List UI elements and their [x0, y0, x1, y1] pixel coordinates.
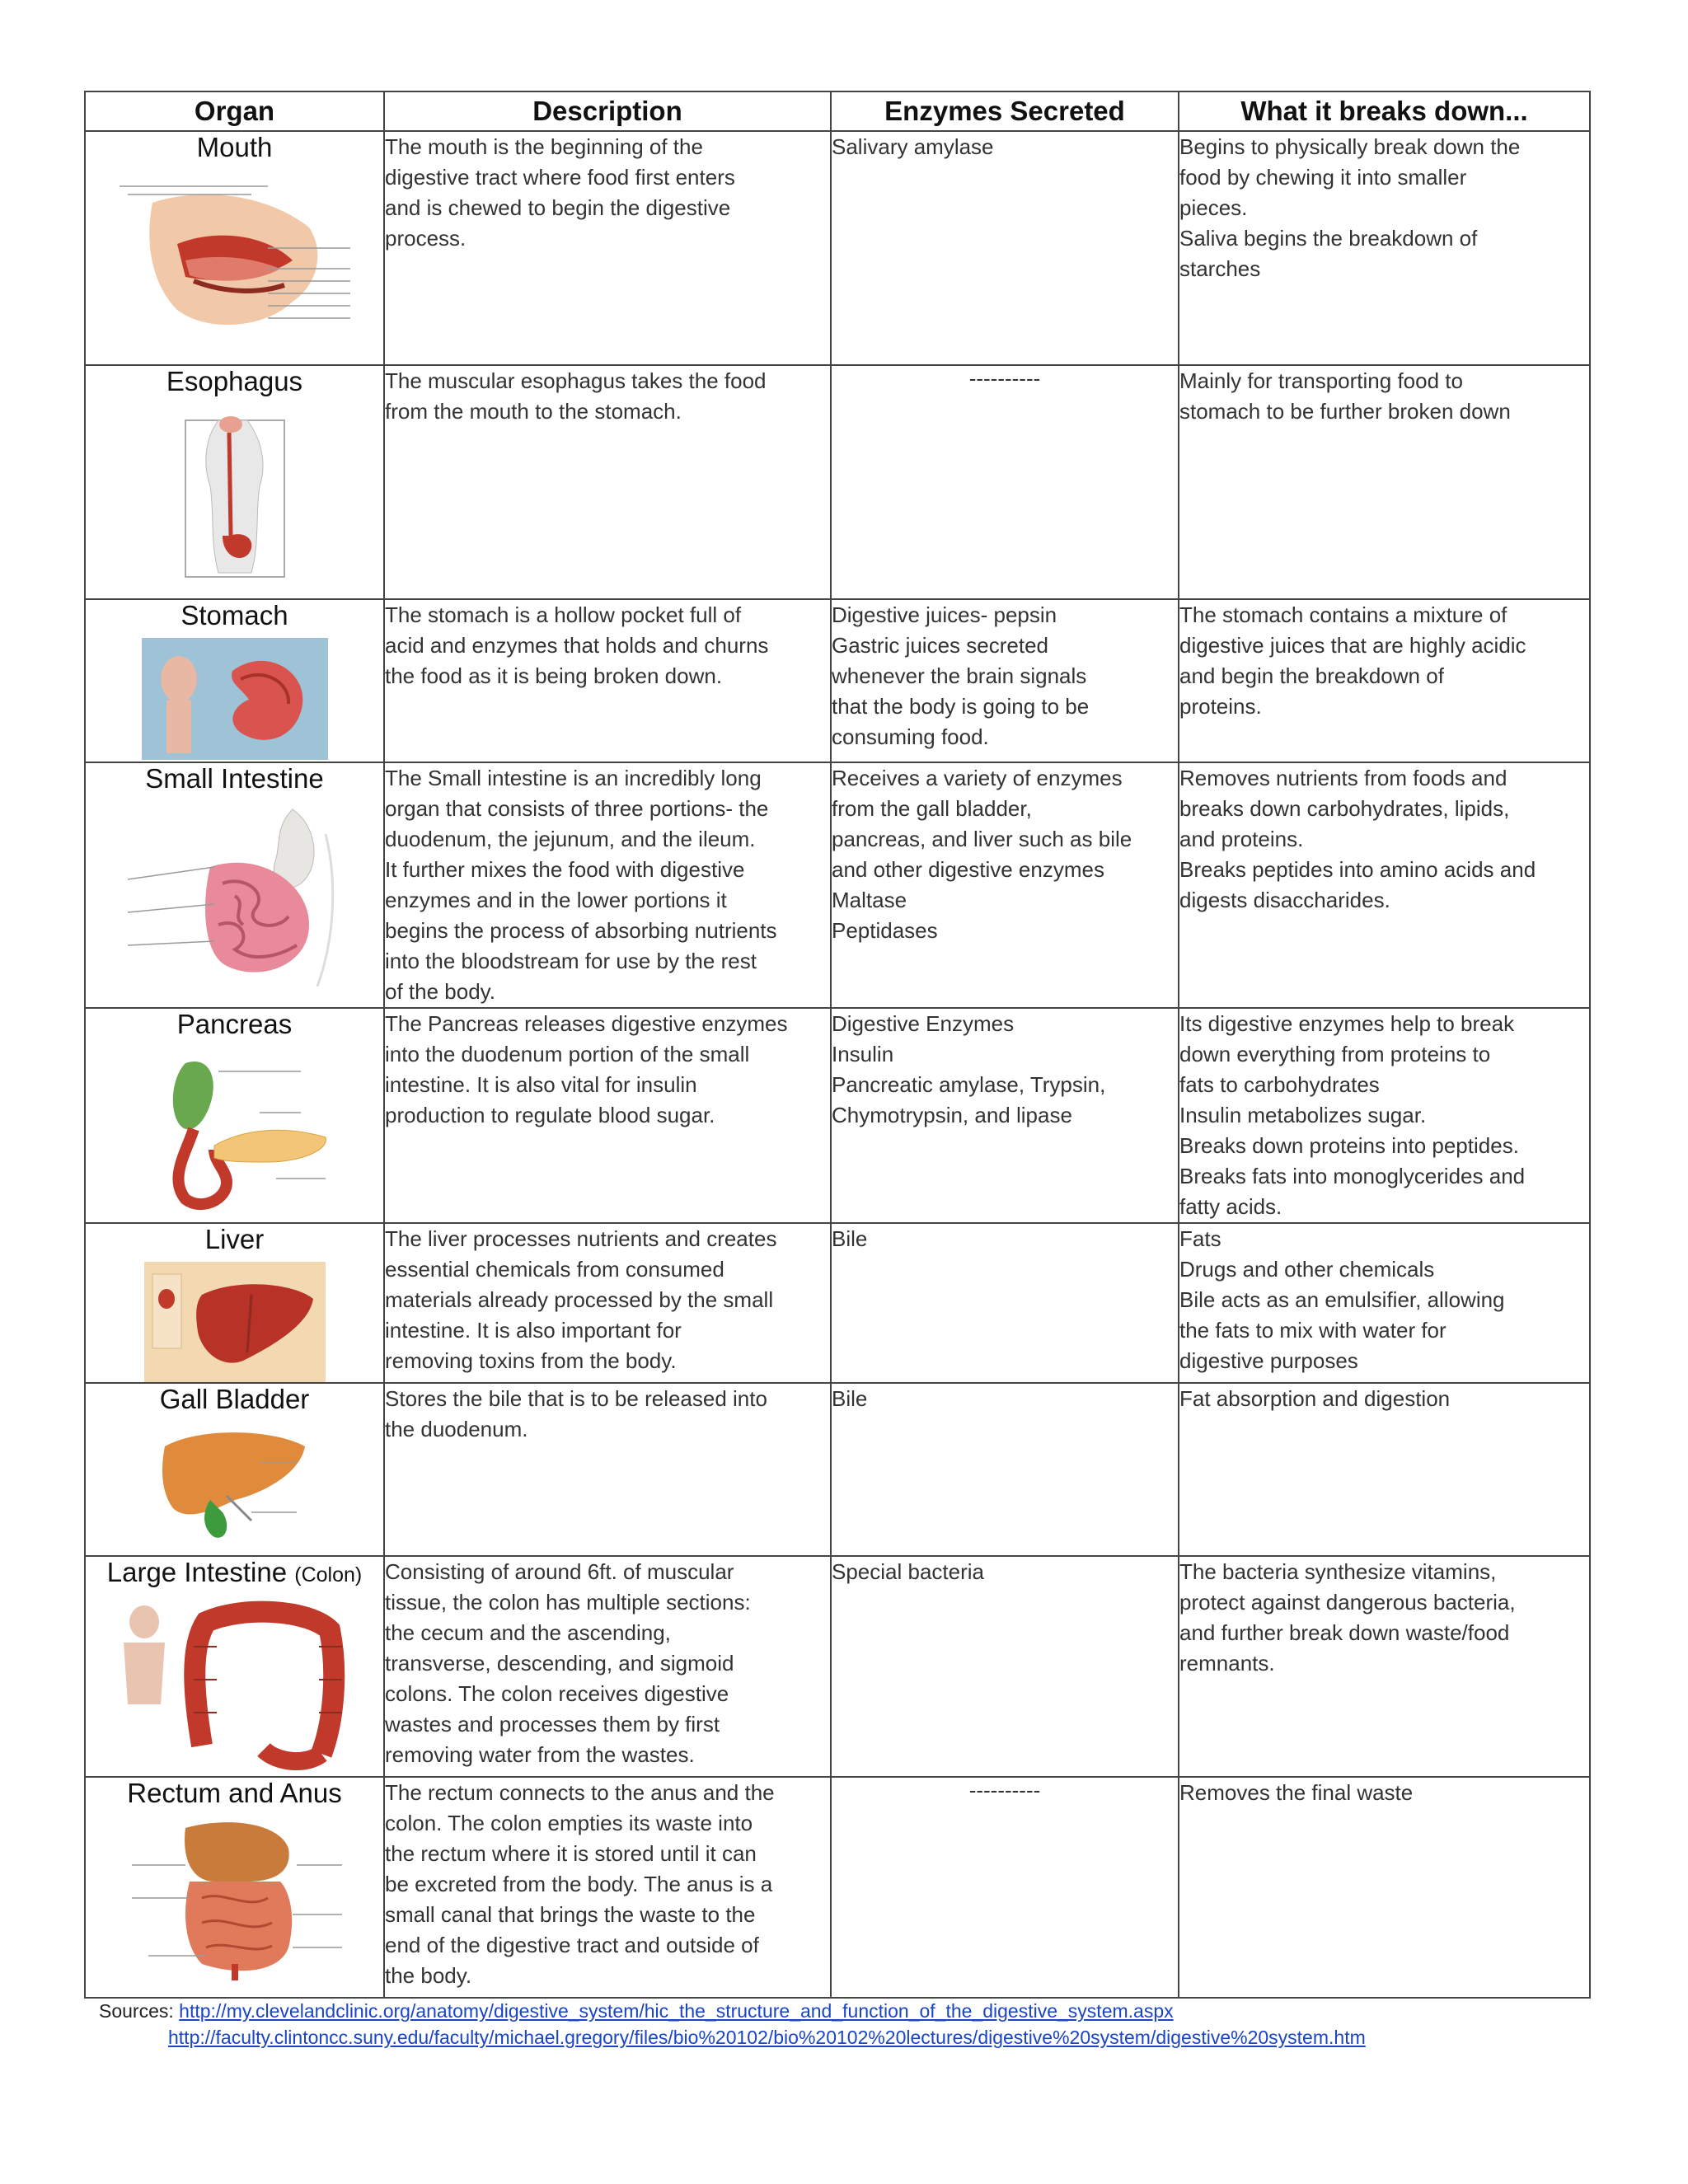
organ-cell	[85, 762, 384, 1008]
enzyme-line: Bile	[832, 1386, 868, 1411]
source-link-cleveland[interactable]: http://my.clevelandclinic.org/anatomy/digestive_system/hic_the_structure_and_function_of_the_digestive_system.aspx	[179, 2000, 1174, 2022]
description-line: and is chewed to begin the digestive	[385, 195, 731, 220]
breaks-down-line: digestive juices that are highly acidic	[1179, 633, 1526, 658]
header-organ: Organ	[85, 91, 384, 131]
enzyme-line: Salivary amylase	[832, 134, 994, 159]
enzyme-line: from the gall bladder,	[832, 796, 1032, 821]
enzyme-line: Maltase	[832, 888, 907, 912]
organ-name: Pancreas	[176, 1009, 293, 1039]
description-cell	[384, 365, 831, 599]
table-row-rectum-anus	[85, 1777, 1590, 1998]
description-line: removing toxins from the body.	[385, 1348, 677, 1373]
description-line: The stomach is a hollow pocket full of	[385, 602, 742, 627]
description-line: essential chemicals from consumed	[385, 1257, 724, 1282]
description-line: intestine. It is also important for	[385, 1318, 682, 1343]
description-line: the duodenum.	[385, 1417, 528, 1441]
enzymes-cell	[831, 1383, 1179, 1556]
description-line: The Pancreas releases digestive enzymes	[385, 1011, 788, 1036]
breaks-down-line: proteins.	[1179, 694, 1262, 719]
organ-name-sub: (Colon)	[294, 1563, 363, 1586]
breaks-down-cell	[1179, 1223, 1590, 1383]
description-line: The mouth is the beginning of the	[385, 134, 703, 159]
breaks-down-line: fatty acids.	[1179, 1194, 1282, 1219]
enzymes-placeholder: ----------	[968, 1778, 1041, 1802]
breaks-down-line: protect against dangerous bacteria,	[1179, 1590, 1516, 1615]
description-line: transverse, descending, and sigmoid	[385, 1651, 734, 1675]
table-row-small-intestine	[85, 762, 1590, 1008]
gall-bladder-illustration	[152, 1422, 317, 1545]
description-line: Stores the bile that is to be released into	[385, 1386, 767, 1411]
breaks-down-line: and further break down waste/food	[1179, 1620, 1510, 1645]
breaks-down-line: the fats to mix with water for	[1179, 1318, 1447, 1343]
organ-cell	[85, 1556, 384, 1777]
source-link-clintoncc[interactable]: http://faculty.clintoncc.suny.edu/faculty/michael.gregory/files/bio%20102/bio%20102%20lectures/digestive%20system/digestive%20system.htm	[168, 2027, 1366, 2048]
breaks-down-line: Removes nutrients from foods and	[1179, 766, 1507, 790]
breaks-down-line: Bile acts as an emulsifier, allowing	[1179, 1287, 1505, 1312]
breaks-down-line: The stomach contains a mixture of	[1179, 602, 1507, 627]
breaks-down-line: Its digestive enzymes help to break	[1179, 1011, 1515, 1036]
organ-name: Liver	[204, 1224, 265, 1254]
breaks-down-cell	[1179, 599, 1590, 762]
description-line: The rectum connects to the anus and the	[385, 1780, 775, 1805]
enzyme-line: Peptidases	[832, 918, 938, 943]
organ-cell	[85, 1777, 384, 1998]
enzyme-line: that the body is going to be	[832, 694, 1090, 719]
esophagus-illustration	[181, 404, 288, 585]
organ-cell	[85, 1008, 384, 1223]
breaks-down-line: breaks down carbohydrates, lipids,	[1179, 796, 1510, 821]
description-cell	[384, 1556, 831, 1777]
description-line: Consisting of around 6ft. of muscular	[385, 1559, 734, 1584]
table-header-row	[85, 91, 1590, 131]
enzymes-cell	[831, 1223, 1179, 1383]
breaks-down-cell	[1179, 1008, 1590, 1223]
description-line: end of the digestive tract and outside of	[385, 1933, 759, 1957]
breaks-down-line: Saliva begins the breakdown of	[1179, 226, 1478, 251]
table-row-gall-bladder	[85, 1383, 1590, 1556]
description-line: wastes and processes them by first	[385, 1712, 720, 1736]
enzyme-line: Gastric juices secreted	[832, 633, 1048, 658]
description-line: production to regulate blood sugar.	[385, 1103, 715, 1127]
breaks-down-cell	[1179, 131, 1590, 365]
enzymes-cell	[831, 599, 1179, 762]
breaks-down-line: Mainly for transporting food to	[1179, 368, 1463, 393]
organ-name	[86, 1557, 383, 1591]
description-line: enzymes and in the lower portions it	[385, 888, 727, 912]
description-line: The Small intestine is an incredibly long	[385, 766, 762, 790]
description-cell	[384, 1008, 831, 1223]
mouth-illustration	[103, 170, 367, 351]
table-row-stomach	[85, 599, 1590, 762]
breaks-down-line: Breaks down proteins into peptides.	[1179, 1133, 1519, 1158]
description-line: duodenum, the jejunum, and the ileum.	[385, 827, 756, 851]
breaks-down-cell	[1179, 1556, 1590, 1777]
description-line: the rectum where it is stored until it can	[385, 1841, 757, 1866]
enzyme-line: Digestive juices- pepsin	[832, 602, 1057, 627]
breaks-down-line: and begin the breakdown of	[1179, 663, 1444, 688]
enzyme-line: Receives a variety of enzymes	[832, 766, 1123, 790]
enzyme-line: consuming food.	[832, 724, 989, 749]
enzyme-line: Chymotrypsin, and lipase	[832, 1103, 1072, 1127]
organ-name: Mouth	[196, 132, 273, 162]
table-row-liver	[85, 1223, 1590, 1383]
breaks-down-line: down everything from proteins to	[1179, 1042, 1491, 1066]
header-enzymes: Enzymes Secreted	[831, 91, 1179, 131]
description-line: small canal that brings the waste to the	[385, 1902, 756, 1927]
organ-name-main: Large Intestine	[106, 1557, 288, 1587]
description-line: the cecum and the ascending,	[385, 1620, 671, 1645]
description-cell	[384, 762, 831, 1008]
enzyme-line: and other digestive enzymes	[832, 857, 1104, 882]
enzymes-cell	[831, 365, 1179, 599]
description-cell	[384, 1223, 831, 1383]
breaks-down-cell	[1179, 365, 1590, 599]
stomach-illustration	[142, 638, 328, 760]
description-line: the body.	[385, 1963, 472, 1988]
description-line: It further mixes the food with digestive	[385, 857, 745, 882]
enzymes-placeholder: ----------	[968, 366, 1041, 391]
description-line: materials already processed by the small	[385, 1287, 774, 1312]
description-line: process.	[385, 226, 467, 251]
enzyme-line: whenever the brain signals	[832, 663, 1087, 688]
header-description: Description	[384, 91, 831, 131]
description-cell	[384, 1777, 831, 1998]
breaks-down-line: The bacteria synthesize vitamins,	[1179, 1559, 1497, 1584]
description-line: the food as it is being broken down.	[385, 663, 723, 688]
header-breaks-down: What it breaks down...	[1179, 91, 1590, 131]
enzyme-line: Insulin	[832, 1042, 894, 1066]
organ-cell	[85, 1383, 384, 1556]
breaks-down-line: Fat absorption and digestion	[1179, 1386, 1451, 1411]
organ-cell	[85, 365, 384, 599]
breaks-down-line: Breaks peptides into amino acids and	[1179, 857, 1536, 882]
description-line: begins the process of absorbing nutrients	[385, 918, 777, 943]
breaks-down-cell	[1179, 1383, 1590, 1556]
enzymes-cell	[831, 762, 1179, 1008]
organ-name: Esophagus	[166, 366, 303, 396]
organ-cell	[85, 599, 384, 762]
breaks-down-line: Drugs and other chemicals	[1179, 1257, 1435, 1282]
liver-illustration	[144, 1262, 326, 1382]
description-line: be excreted from the body. The anus is a	[385, 1872, 773, 1896]
description-line: colons. The colon receives digestive	[385, 1681, 729, 1706]
organ-cell	[85, 1223, 384, 1383]
description-cell	[384, 131, 831, 365]
breaks-down-line: digestive purposes	[1179, 1348, 1358, 1373]
description-line: of the body.	[385, 979, 495, 1004]
enzymes-cell	[831, 1777, 1179, 1998]
description-line: acid and enzymes that holds and churns	[385, 633, 769, 658]
rectum-anus-illustration	[124, 1816, 346, 1980]
enzyme-line: Digestive Enzymes	[832, 1011, 1015, 1036]
enzymes-cell	[831, 131, 1179, 365]
enzyme-line: pancreas, and liver such as bile	[832, 827, 1132, 851]
enzyme-line: Special bacteria	[832, 1559, 984, 1584]
description-cell	[384, 599, 831, 762]
organ-cell	[85, 131, 384, 365]
breaks-down-line: stomach to be further broken down	[1179, 399, 1511, 424]
organ-name: Small Intestine	[145, 763, 324, 794]
enzyme-line: Bile	[832, 1226, 868, 1251]
breaks-down-line: Insulin metabolizes sugar.	[1179, 1103, 1427, 1127]
table-row-large-intestine	[85, 1556, 1590, 1777]
organ-name: Stomach	[181, 600, 288, 630]
breaks-down-line: pieces.	[1179, 195, 1248, 220]
breaks-down-line: remnants.	[1179, 1651, 1275, 1675]
enzyme-line: Pancreatic amylase, Trypsin,	[832, 1072, 1106, 1097]
enzymes-cell	[831, 1008, 1179, 1223]
description-line: intestine. It is also vital for insulin	[385, 1072, 697, 1097]
description-line: into the duodenum portion of the small	[385, 1042, 750, 1066]
breaks-down-cell	[1179, 1777, 1590, 1998]
table-row-pancreas	[85, 1008, 1590, 1223]
enzymes-cell	[831, 1556, 1179, 1777]
breaks-down-line: fats to carbohydrates	[1179, 1072, 1380, 1097]
table-row-mouth	[85, 131, 1590, 365]
breaks-down-line: Breaks fats into monoglycerides and	[1179, 1164, 1526, 1188]
pancreas-illustration	[136, 1047, 334, 1212]
digestive-organ-table	[84, 91, 1591, 1999]
description-line: into the bloodstream for use by the rest	[385, 949, 757, 973]
description-line: organ that consists of three portions- the	[385, 796, 769, 821]
description-line: from the mouth to the stomach.	[385, 399, 682, 424]
description-line: removing water from the wastes.	[385, 1742, 695, 1767]
organ-name: Gall Bladder	[159, 1384, 310, 1414]
description-line: colon. The colon empties its waste into	[385, 1811, 753, 1835]
breaks-down-line: food by chewing it into smaller	[1179, 165, 1467, 190]
description-line: The muscular esophagus takes the food	[385, 368, 767, 393]
table-row-esophagus	[85, 365, 1590, 599]
large-intestine-illustration	[111, 1597, 359, 1770]
sources-footer	[99, 1998, 1366, 2050]
breaks-down-cell	[1179, 762, 1590, 1008]
sources-label: Sources:	[99, 2000, 174, 2022]
organ-name: Rectum and Anus	[127, 1778, 342, 1808]
breaks-down-line: Begins to physically break down the	[1179, 134, 1521, 159]
breaks-down-line: digests disaccharides.	[1179, 888, 1390, 912]
breaks-down-line: Removes the final waste	[1179, 1780, 1414, 1805]
breaks-down-line: and proteins.	[1179, 827, 1304, 851]
breaks-down-line: starches	[1179, 256, 1261, 281]
description-line: digestive tract where food first enters	[385, 165, 735, 190]
description-line: tissue, the colon has multiple sections:	[385, 1590, 751, 1615]
description-cell	[384, 1383, 831, 1556]
breaks-down-line: Fats	[1179, 1226, 1221, 1251]
small-intestine-illustration	[111, 801, 359, 991]
description-line: The liver processes nutrients and creates	[385, 1226, 777, 1251]
